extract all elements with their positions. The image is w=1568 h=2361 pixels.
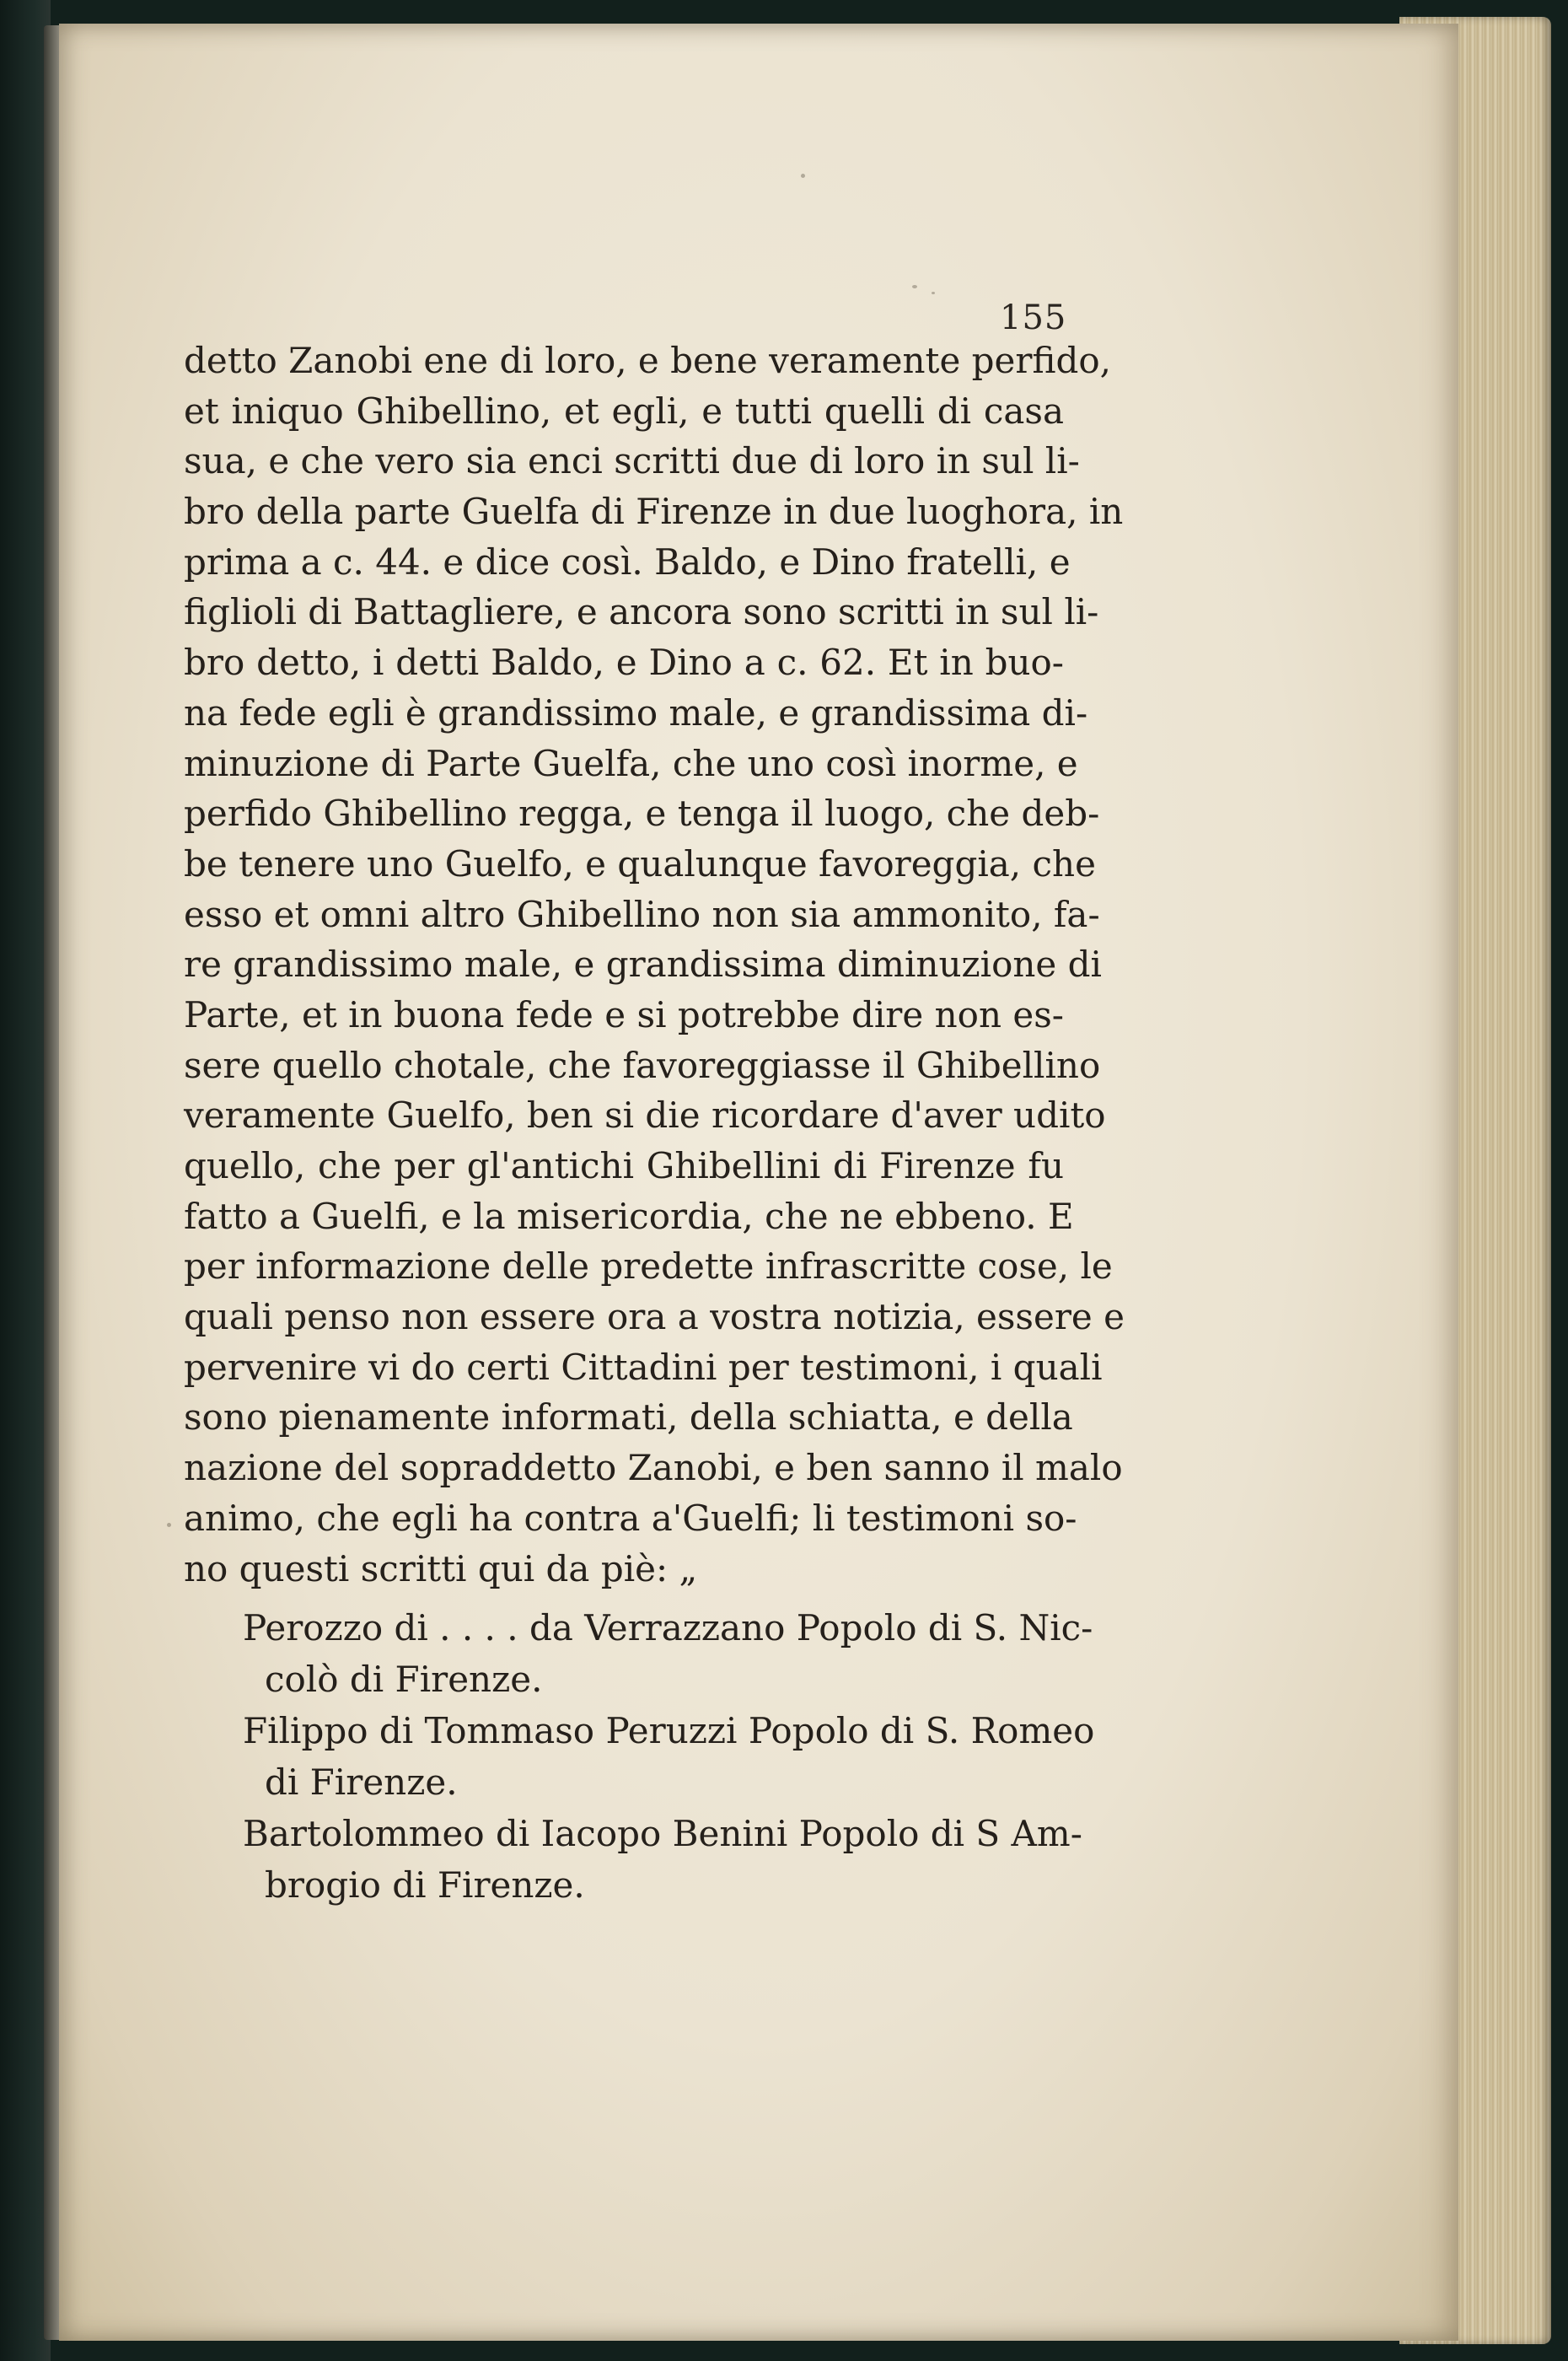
witness-entry bbox=[243, 1808, 1082, 1911]
text-line: minuzione di Parte Guelfa, che uno così inorme, e bbox=[184, 742, 1078, 784]
text-line: animo, che egli ha contra a'Guelfi; li testimoni so- bbox=[184, 1497, 1077, 1539]
text-line: esso et omni altro Ghibellino non sia ammonito, fa- bbox=[184, 893, 1100, 935]
text-line: perfido Ghibellino regga, e tenga il luogo, che deb- bbox=[184, 793, 1100, 835]
text-line: na fede egli è grandissimo male, e grandissima di- bbox=[184, 691, 1088, 734]
text-line: re grandissimo male, e grandissima diminuzione di bbox=[184, 944, 1102, 986]
paper-speck bbox=[932, 292, 935, 294]
text-line: quello, che per gl'antichi Ghibellini di Firenze fu bbox=[184, 1145, 1064, 1186]
text-line: bro detto, i detti Baldo, e Dino a c. 62. Et in buo- bbox=[184, 642, 1064, 684]
witness-line: Filippo di Tommaso Peruzzi Popolo di S. Romeo bbox=[243, 1710, 1095, 1751]
witness-list bbox=[243, 1602, 1095, 1911]
witness-line: Perozzo di . . . . da Verrazzano Popolo di S. Nic- bbox=[243, 1607, 1093, 1648]
text-line: veramente Guelfo, ben si die ricordare d'aver udito bbox=[184, 1094, 1106, 1137]
text-line: bro della parte Guelfa di Firenze in due luoghora, in bbox=[184, 491, 1124, 533]
text-line: quali penso non essere ora a vostra notizia, essere e bbox=[184, 1296, 1125, 1338]
text-line: nazione del sopraddetto Zanobi, e ben sanno il malo bbox=[184, 1447, 1123, 1489]
text-line: prima a c. 44. e dice così. Baldo, e Dino fratelli, e bbox=[184, 541, 1071, 583]
text-line: per informazione delle predette infrascritte cose, le bbox=[184, 1245, 1113, 1288]
paper-speck bbox=[167, 1523, 171, 1527]
witness-line: colò di Firenze. bbox=[265, 1659, 543, 1700]
book-cover-edge bbox=[0, 0, 51, 2361]
witness-line: di Firenze. bbox=[265, 1761, 458, 1803]
witness-entry bbox=[243, 1602, 1093, 1705]
text-line: sono pienamente informati, della schiatta, e della bbox=[184, 1396, 1073, 1439]
text-line: detto Zanobi ene di loro, e bene veramente perfido, bbox=[184, 340, 1111, 381]
paper-speck bbox=[801, 174, 805, 178]
witness-entry bbox=[243, 1705, 1095, 1808]
text-line: sere quello chotale, che favoreggiasse il Ghibellino bbox=[184, 1044, 1101, 1086]
page-number: 155 bbox=[1000, 298, 1067, 337]
text-line: et iniquo Ghibellino, et egli, e tutti quelli di casa bbox=[184, 390, 1064, 432]
paper-speck bbox=[912, 285, 917, 288]
text-line: Parte, et in buona fede e si potrebbe dire non es- bbox=[184, 993, 1064, 1035]
text-line: be tenere uno Guelfo, e qualunque favoreggia, che bbox=[184, 842, 1096, 885]
text-line: no questi scritti qui da piè: „ bbox=[184, 1547, 698, 1589]
witness-line: Bartolommeo di Iacopo Benini Popolo di S Am- bbox=[243, 1813, 1082, 1854]
body-paragraph bbox=[184, 336, 1125, 1594]
witness-line: brogio di Firenze. bbox=[265, 1864, 585, 1906]
text-line: sua, e che vero sia enci scritti due di loro in sul li- bbox=[184, 440, 1080, 482]
text-line: figlioli di Battagliere, e ancora sono scritti in sul li- bbox=[184, 591, 1099, 633]
text-line: fatto a Guelfi, e la misericordia, che ne ebbeno. E bbox=[184, 1195, 1074, 1237]
text-line: pervenire vi do certi Cittadini per testimoni, i quali bbox=[184, 1346, 1103, 1388]
